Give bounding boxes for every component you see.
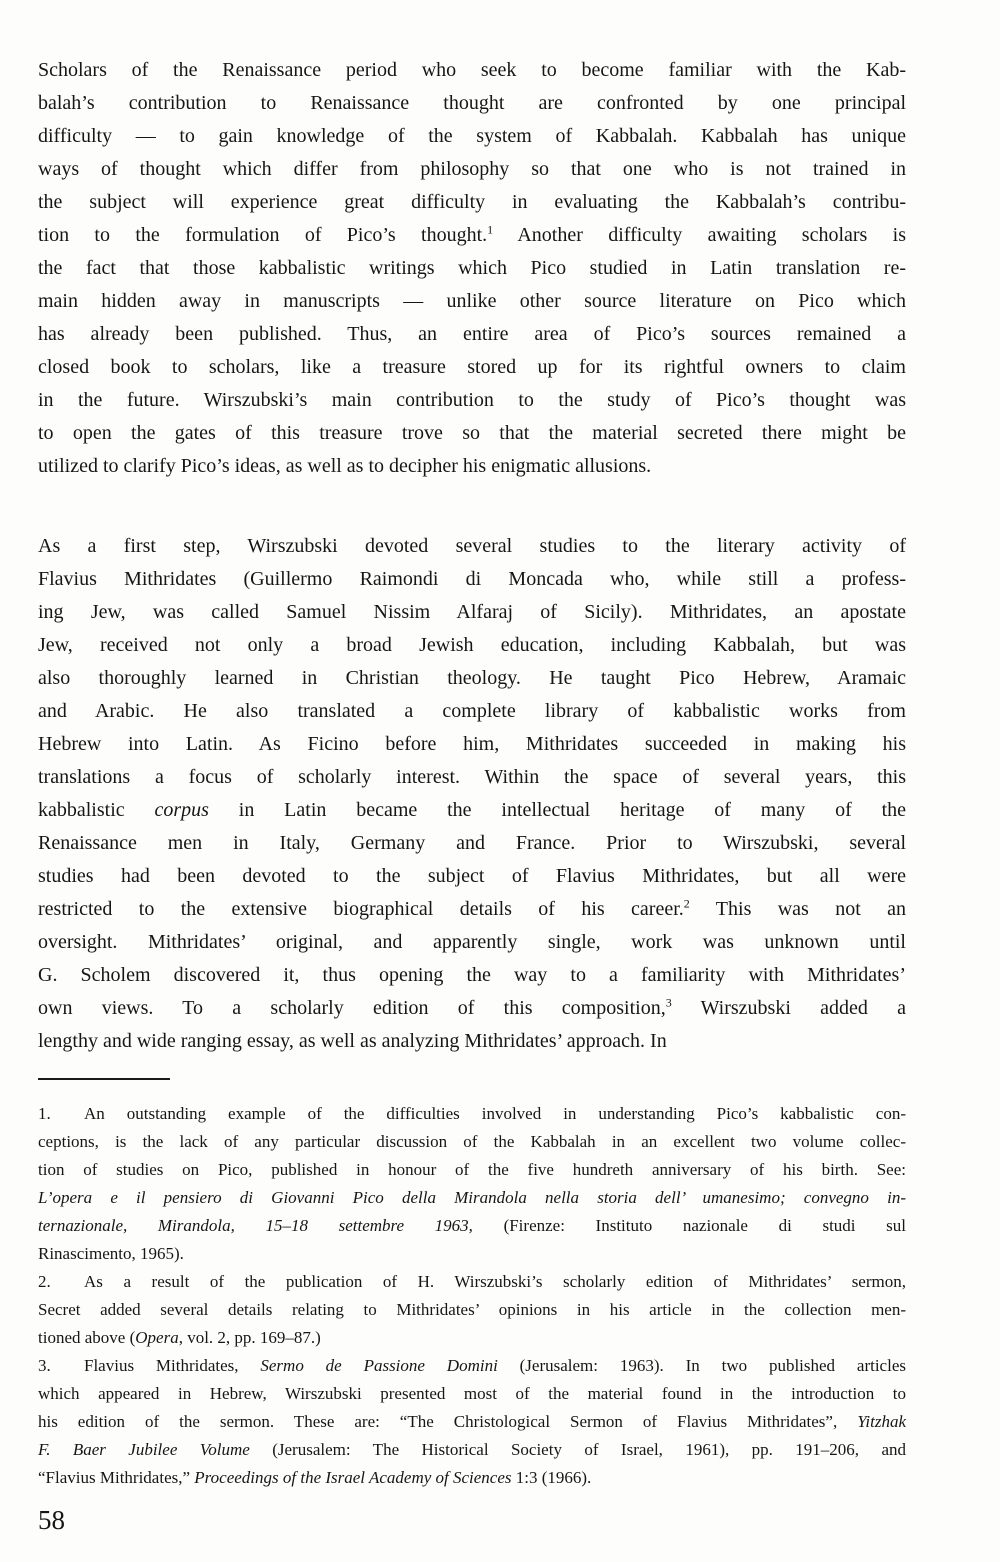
text-line: ing Jew, was called Samuel Nissim Alfaraj of Sicily). Mithridates, an apostate [38,601,906,623]
text-line: and Arabic. He also translated a complete library of kabbalistic works from [38,700,906,722]
text-line: translations a focus of scholarly interest. Within the space of several years, this [38,766,906,788]
text-line: 2. As a result of the publication of H. Wirszubski’s scholarly edition of Mithridates’ sermon, [38,1268,906,1296]
text-line: in the future. Wirszubski’s main contribution to the study of Pico’s thought was [38,389,906,411]
text-line: As a first step, Wirszubski devoted several studies to the literary activity of [38,535,906,557]
footnote-reference: 1 [487,222,494,237]
text-line: Jew, received not only a broad Jewish education, including Kabbalah, but was [38,634,906,656]
page-number: 58 [38,1505,65,1535]
paragraph [38,54,906,483]
text-line: lengthy and wide ranging essay, as well as analyzing Mithridates’ approach. In [38,1030,667,1052]
text-line: which appeared in Hebrew, Wirszubski presented most of the material found in the introduction to [38,1384,906,1403]
text-line: tion to the formulation of Pico’s thought.$^1$ Another difficulty awaiting scholars is [38,222,906,246]
text-line: oversight. Mithridates’ original, and apparently single, work was unknown until [38,931,906,953]
footnote-number: 2. [38,1272,51,1291]
text-line: restricted to the extensive biographical details of his career.$^2$ This was not an [38,896,906,920]
text-line: tioned above (Opera, vol. 2, pp. 169–87.) [38,1328,321,1347]
text-line: main hidden away in manuscripts — unlike other source literature on Pico which [38,290,906,312]
text-line: the subject will experience great difficulty in evaluating the Kabbalah’s contribu- [38,191,906,213]
footnote-separator [38,1078,170,1080]
text-line: his edition of the sermon. These are: “The Christological Sermon of Flavius Mithridates”, Yitzhak [38,1412,906,1431]
text-line: to open the gates of this treasure trove so that the material secreted there might be [38,422,906,444]
footnotes-section [38,1100,906,1492]
text-line: 1. An outstanding example of the difficulties involved in understanding Pico’s kabbalistic con- [38,1100,906,1128]
text-line: 3. Flavius Mithridates, Sermo de Passione Domini (Jerusalem: 1963). In two published articles [38,1352,906,1380]
text-line: Flavius Mithridates (Guillermo Raimondi di Moncada who, while still a profess- [38,568,906,590]
text-line: kabbalistic corpus in Latin became the intellectual heritage of many of the [38,799,907,821]
text-line: has already been published. Thus, an entire area of Pico’s sources remained a [38,323,906,345]
text-line: Hebrew into Latin. As Ficino before him, Mithridates succeeded in making his [38,733,906,755]
footnote [38,1100,906,1268]
text-line: closed book to scholars, like a treasure stored up for its rightful owners to claim [38,356,906,378]
footnote [38,1352,906,1492]
text-line: L’opera e il pensiero di Giovanni Pico della Mirandola nella storia dell’ umanesimo; convegno in- [38,1188,906,1207]
text-line: Secret added several details relating to Mithridates’ opinions in his article in the collection men- [38,1300,906,1319]
text-line: tion of studies on Pico, published in honour of the five hundreth anniversary of his birth. See: [38,1160,906,1179]
main-text [38,54,906,1058]
text-line: also thoroughly learned in Christian theology. He taught Pico Hebrew, Aramaic [38,667,906,689]
text-line: ceptions, is the lack of any particular discussion of the Kabbalah in an excellent two volume collec- [38,1132,906,1151]
text-line: studies had been devoted to the subject of Flavius Mithridates, but all were [38,865,906,887]
text-line: difficulty — to gain knowledge of the system of Kabbalah. Kabbalah has unique [38,125,906,147]
text-line: Rinascimento, 1965). [38,1244,184,1263]
text-line: the fact that those kabbalistic writings which Pico studied in Latin translation re- [38,257,906,279]
text-line: balah’s contribution to Renaissance thought are confronted by one principal [38,92,906,114]
text-line: utilized to clarify Pico’s ideas, as well as to decipher his enigmatic allusions. [38,455,652,477]
text-line: Scholars of the Renaissance period who seek to become familiar with the Kab- [38,59,906,81]
footnote-number: 3. [38,1356,51,1375]
footnote-reference: 2 [683,896,690,911]
text-line: F. Baer Jubilee Volume (Jerusalem: The Historical Society of Israel, 1961), pp. 191–206, and [38,1440,906,1459]
text-line: own views. To a scholarly edition of this composition,$^3$ Wirszubski added a [38,995,906,1019]
text-line: “Flavius Mithridates,” Proceedings of the Israel Academy of Sciences 1:3 (1966). [38,1468,592,1487]
text-line: Renaissance men in Italy, Germany and France. Prior to Wirszubski, several [38,832,906,854]
footnote [38,1268,906,1352]
paragraph [38,530,906,1058]
footnote-number: 1. [38,1104,51,1123]
footnote-reference: 3 [665,995,672,1010]
text-line: G. Scholem discovered it, thus opening the way to a familiarity with Mithridates’ [38,964,906,986]
text-line: ternazionale, Mirandola, 15–18 settembre 1963, (Firenze: Instituto nazionale di studi sul [38,1216,906,1235]
text-line: ways of thought which differ from philosophy so that one who is not trained in [38,158,906,180]
page-body [38,54,906,1492]
